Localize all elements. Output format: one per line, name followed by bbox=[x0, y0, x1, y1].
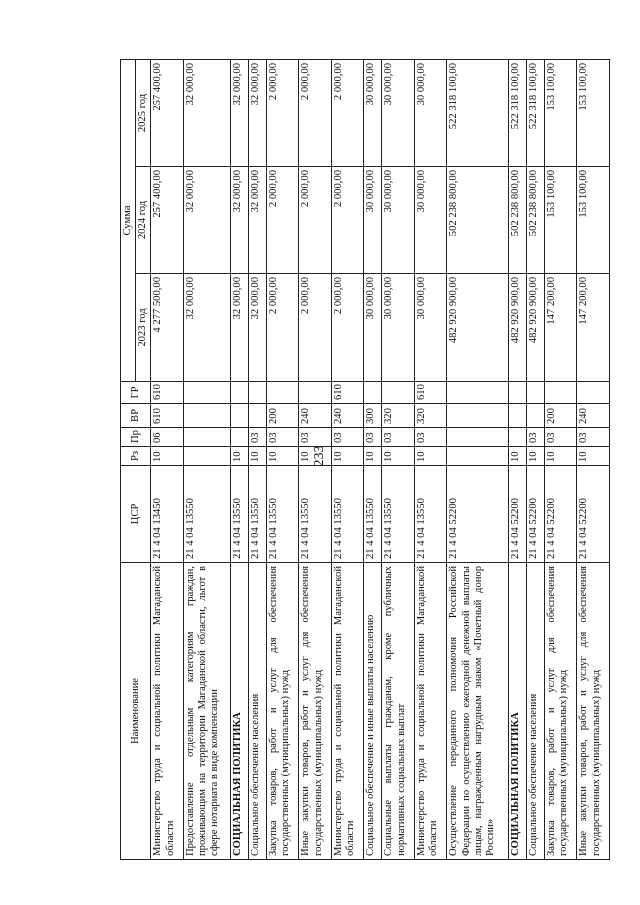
row-gr: 610 bbox=[151, 382, 184, 404]
row-rz: 10 bbox=[266, 447, 299, 466]
row-sum-2023: 30 000,00 bbox=[364, 274, 382, 382]
row-pr: 03 bbox=[331, 428, 364, 447]
row-sum-2023: 482 920 900,00 bbox=[508, 274, 526, 382]
row-name: Предоставление отдельным категориям граждан, проживающим на территории Магаданской области, льгот в сфере нотариата в виде компенсации bbox=[183, 563, 230, 860]
row-csr: 21 4 04 13550 bbox=[364, 466, 382, 563]
row-pr bbox=[508, 428, 526, 447]
table-row bbox=[331, 59, 364, 859]
row-pr: 03 bbox=[382, 428, 415, 447]
row-name: Социальные выплаты гражданам, кроме публичных нормативных социальных выплат bbox=[382, 563, 415, 860]
row-sum-2024: 32 000,00 bbox=[230, 167, 248, 274]
row-name: СОЦИАЛЬНАЯ ПОЛИТИКА bbox=[230, 563, 248, 860]
row-sum-2024: 32 000,00 bbox=[183, 167, 230, 274]
row-csr: 21 4 04 13550 bbox=[414, 466, 447, 563]
table-row bbox=[183, 59, 230, 859]
row-sum-2025: 2 000,00 bbox=[299, 59, 332, 166]
row-name: Иные закупки товаров, работ и услуг для обеспечения государственных (муниципальных) нужд bbox=[299, 563, 332, 860]
row-csr: 21 4 04 13550 bbox=[266, 466, 299, 563]
row-sum-2023: 32 000,00 bbox=[230, 274, 248, 382]
row-csr: 21 4 04 13550 bbox=[382, 466, 415, 563]
row-vr: 240 bbox=[331, 404, 364, 428]
row-rz: 10 bbox=[230, 447, 248, 466]
page-number: 233 bbox=[312, 445, 327, 467]
table-row bbox=[577, 59, 610, 859]
row-name: Закупка товаров, работ и услуг для обеспечения государственных (муниципальных) нужд bbox=[266, 563, 299, 860]
row-name: СОЦИАЛЬНАЯ ПОЛИТИКА bbox=[508, 563, 526, 860]
row-gr bbox=[544, 382, 577, 404]
row-vr: 610 bbox=[151, 404, 184, 428]
table-row bbox=[248, 59, 266, 859]
row-rz: 10 bbox=[299, 447, 332, 466]
row-sum-2024: 153 100,00 bbox=[577, 167, 610, 274]
row-vr: 240 bbox=[577, 404, 610, 428]
table-row bbox=[230, 59, 248, 859]
row-pr bbox=[447, 428, 508, 447]
row-name: Закупка товаров, работ и услуг для обеспечения государственных (муниципальных) нужд bbox=[544, 563, 577, 860]
budget-table bbox=[120, 59, 610, 860]
row-csr: 21 4 04 52200 bbox=[508, 466, 526, 563]
row-rz: 10 bbox=[364, 447, 382, 466]
row-sum-2023: 2 000,00 bbox=[331, 274, 364, 382]
row-sum-2025: 2 000,00 bbox=[331, 59, 364, 166]
row-csr: 21 4 04 52200 bbox=[577, 466, 610, 563]
table-row bbox=[364, 59, 382, 859]
row-sum-2023: 482 920 900,00 bbox=[526, 274, 544, 382]
row-csr: 21 4 04 13550 bbox=[183, 466, 230, 563]
row-gr: 610 bbox=[331, 382, 364, 404]
row-csr: 21 4 04 13450 bbox=[151, 466, 184, 563]
row-name: Министерство труда и социальной политики Магаданской области bbox=[331, 563, 364, 860]
row-gr bbox=[382, 382, 415, 404]
header-year-2025: 2025 год bbox=[136, 59, 151, 166]
row-sum-2025: 257 400,00 bbox=[151, 59, 184, 166]
row-gr bbox=[266, 382, 299, 404]
row-sum-2025: 522 318 100,00 bbox=[447, 59, 508, 166]
header-name: Наименование bbox=[121, 563, 151, 860]
row-sum-2025: 153 100,00 bbox=[577, 59, 610, 166]
row-sum-2024: 153 100,00 bbox=[544, 167, 577, 274]
row-sum-2025: 32 000,00 bbox=[248, 59, 266, 166]
row-sum-2024: 2 000,00 bbox=[266, 167, 299, 274]
row-rz: 10 bbox=[414, 447, 447, 466]
row-vr: 240 bbox=[299, 404, 332, 428]
row-gr bbox=[230, 382, 248, 404]
row-sum-2025: 522 318 100,00 bbox=[526, 59, 544, 166]
header-rz: Рз bbox=[121, 447, 151, 466]
header-sum: Сумма bbox=[121, 59, 136, 381]
row-sum-2024: 30 000,00 bbox=[382, 167, 415, 274]
row-sum-2025: 522 318 100,00 bbox=[508, 59, 526, 166]
row-vr: 300 bbox=[364, 404, 382, 428]
row-name: Социальное обеспечение населения bbox=[248, 563, 266, 860]
row-pr bbox=[230, 428, 248, 447]
row-name: Министерство труда и социальной политики Магаданской области bbox=[414, 563, 447, 860]
table-row bbox=[151, 59, 184, 859]
row-vr bbox=[248, 404, 266, 428]
table-row bbox=[508, 59, 526, 859]
row-gr bbox=[248, 382, 266, 404]
row-sum-2023: 30 000,00 bbox=[414, 274, 447, 382]
row-sum-2023: 4 277 500,00 bbox=[151, 274, 184, 382]
row-sum-2024: 502 238 800,00 bbox=[508, 167, 526, 274]
row-csr: 21 4 04 13550 bbox=[299, 466, 332, 563]
row-rz: 10 bbox=[151, 447, 184, 466]
row-sum-2024: 32 000,00 bbox=[248, 167, 266, 274]
row-rz: 10 bbox=[577, 447, 610, 466]
row-rz: 10 bbox=[382, 447, 415, 466]
header-gr: ГР bbox=[121, 382, 151, 404]
row-rz: 10 bbox=[331, 447, 364, 466]
table-header bbox=[121, 59, 151, 859]
row-csr: 21 4 04 13550 bbox=[230, 466, 248, 563]
row-sum-2024: 502 238 800,00 bbox=[526, 167, 544, 274]
row-pr: 03 bbox=[526, 428, 544, 447]
header-pr: Пр bbox=[121, 428, 151, 447]
table-row bbox=[526, 59, 544, 859]
row-sum-2023: 147 200,00 bbox=[544, 274, 577, 382]
row-pr: 03 bbox=[299, 428, 332, 447]
row-gr bbox=[447, 382, 508, 404]
row-rz bbox=[447, 447, 508, 466]
row-vr: 200 bbox=[266, 404, 299, 428]
row-pr: 03 bbox=[577, 428, 610, 447]
row-sum-2024: 30 000,00 bbox=[364, 167, 382, 274]
row-csr: 21 4 04 52200 bbox=[447, 466, 508, 563]
row-rz: 10 bbox=[508, 447, 526, 466]
row-sum-2025: 30 000,00 bbox=[414, 59, 447, 166]
row-sum-2024: 30 000,00 bbox=[414, 167, 447, 274]
row-pr: 06 bbox=[151, 428, 184, 447]
row-pr bbox=[183, 428, 230, 447]
table-row bbox=[447, 59, 508, 859]
row-pr: 03 bbox=[414, 428, 447, 447]
row-sum-2025: 30 000,00 bbox=[364, 59, 382, 166]
row-sum-2023: 147 200,00 bbox=[577, 274, 610, 382]
row-pr: 03 bbox=[364, 428, 382, 447]
row-sum-2025: 32 000,00 bbox=[183, 59, 230, 166]
row-sum-2023: 32 000,00 bbox=[248, 274, 266, 382]
table-row bbox=[266, 59, 299, 859]
row-sum-2024: 2 000,00 bbox=[299, 167, 332, 274]
header-year-2023: 2023 год bbox=[136, 274, 151, 382]
header-vr: ВР bbox=[121, 404, 151, 428]
header-year-2024: 2024 год bbox=[136, 167, 151, 274]
row-sum-2025: 153 100,00 bbox=[544, 59, 577, 166]
row-vr bbox=[526, 404, 544, 428]
table-row bbox=[414, 59, 447, 859]
row-sum-2023: 2 000,00 bbox=[266, 274, 299, 382]
row-name: Осуществление переданного полномочия Российской Федерации по осуществлению ежегодной денежной выплаты лицам, награжденным нагрудным знаком «Почетный донор России» bbox=[447, 563, 508, 860]
row-sum-2025: 32 000,00 bbox=[230, 59, 248, 166]
row-gr bbox=[299, 382, 332, 404]
row-name: Министерство труда и социальной политики Магаданской области bbox=[151, 563, 184, 860]
budget-table-container bbox=[120, 60, 610, 860]
row-sum-2024: 257 400,00 bbox=[151, 167, 184, 274]
row-sum-2023: 30 000,00 bbox=[382, 274, 415, 382]
row-rz: 10 bbox=[248, 447, 266, 466]
table-row bbox=[299, 59, 332, 859]
row-name: Социальное обеспечение и иные выплаты населению bbox=[364, 563, 382, 860]
row-vr: 320 bbox=[414, 404, 447, 428]
row-csr: 21 4 04 13550 bbox=[331, 466, 364, 563]
row-gr bbox=[508, 382, 526, 404]
row-pr: 03 bbox=[266, 428, 299, 447]
row-sum-2023: 2 000,00 bbox=[299, 274, 332, 382]
row-rz: 10 bbox=[526, 447, 544, 466]
table-row bbox=[382, 59, 415, 859]
row-pr: 03 bbox=[248, 428, 266, 447]
row-sum-2023: 482 920 900,00 bbox=[447, 274, 508, 382]
row-rz: 10 bbox=[544, 447, 577, 466]
table-row bbox=[544, 59, 577, 859]
row-name: Иные закупки товаров, работ и услуг для обеспечения государственных (муниципальных) нужд bbox=[577, 563, 610, 860]
row-csr: 21 4 04 52200 bbox=[526, 466, 544, 563]
row-rz bbox=[183, 447, 230, 466]
row-vr: 200 bbox=[544, 404, 577, 428]
row-gr bbox=[577, 382, 610, 404]
row-gr: 610 bbox=[414, 382, 447, 404]
row-name: Социальное обеспечение населения bbox=[526, 563, 544, 860]
row-vr bbox=[230, 404, 248, 428]
row-csr: 21 4 04 13550 bbox=[248, 466, 266, 563]
header-csr: ЦСР bbox=[121, 466, 151, 563]
row-gr bbox=[183, 382, 230, 404]
row-sum-2023: 32 000,00 bbox=[183, 274, 230, 382]
row-sum-2024: 502 238 800,00 bbox=[447, 167, 508, 274]
row-csr: 21 4 04 52200 bbox=[544, 466, 577, 563]
table-body bbox=[151, 59, 610, 859]
row-pr: 03 bbox=[544, 428, 577, 447]
row-sum-2024: 2 000,00 bbox=[331, 167, 364, 274]
row-vr bbox=[183, 404, 230, 428]
row-vr bbox=[508, 404, 526, 428]
row-sum-2025: 2 000,00 bbox=[266, 59, 299, 166]
row-vr: 320 bbox=[382, 404, 415, 428]
row-gr bbox=[526, 382, 544, 404]
row-gr bbox=[364, 382, 382, 404]
row-sum-2025: 30 000,00 bbox=[382, 59, 415, 166]
row-vr bbox=[447, 404, 508, 428]
